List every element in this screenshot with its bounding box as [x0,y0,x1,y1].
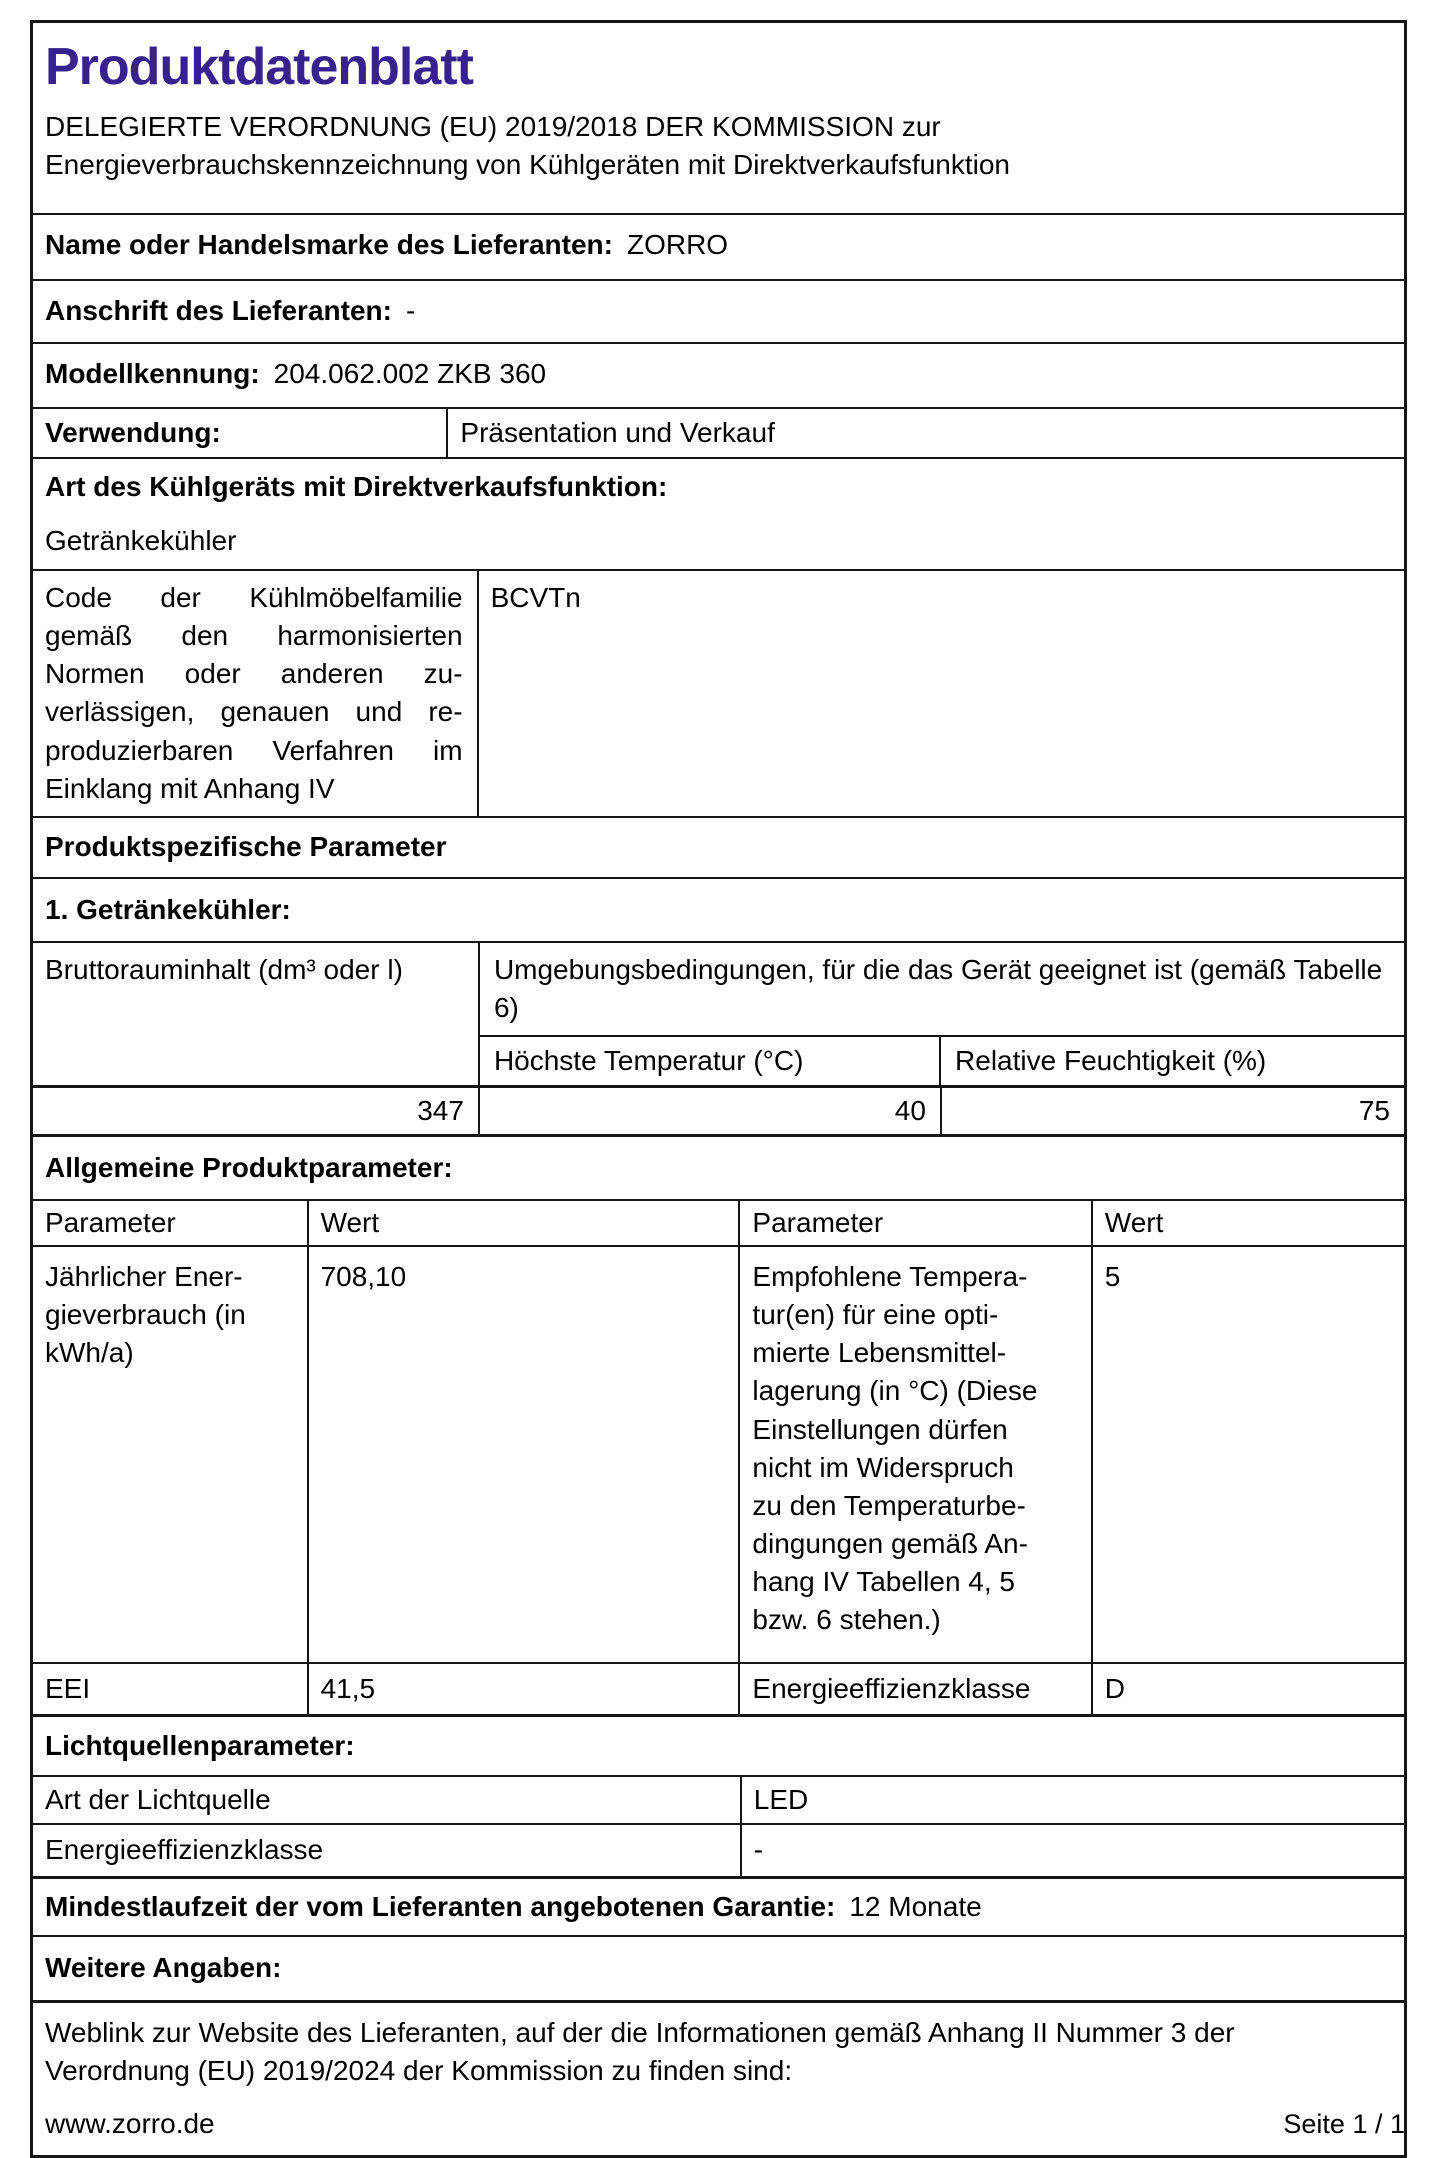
light-source-class-value: - [753,1834,764,1866]
light-source-class-row [33,1823,1404,1875]
warranty-value: 12 Monate [849,1890,982,1922]
recommended-temperature-line: dingungen gemäß An- [752,1527,1028,1559]
supplier-address-row [33,279,1404,342]
family-code-row [33,569,1404,815]
energy-class-label: Energieeffizienzklasse [740,1664,1092,1714]
gross-volume-label: Bruttorauminhalt (dm³ oder l) [33,943,480,1085]
recommended-temperature-line: lagerung (in °C) (Diese [752,1375,1038,1407]
general-table-row-energy [33,1245,1404,1662]
recommended-temperature-label [740,1247,1092,1662]
light-source-type-row [33,1775,1404,1823]
weblink-row [33,2000,1404,2155]
section-beverage-cooler: 1. Getränkekühler: [33,877,1404,941]
family-code-label-line: Code der Kühlmöbelfamilie [45,582,463,614]
section-product-specific: Produktspezifische Parameter [33,816,1404,877]
general-table-row-eei [33,1662,1404,1714]
family-code-label-line: verlässigen, genauen und re- [45,696,463,728]
section-light-source: Lichtquellenparameter: [33,1714,1404,1775]
max-temperature-value: 40 [480,1088,942,1134]
regulation-line: Energieverbrauchskennzeichnung von Kühlgeräten mit Direktverkaufsfunktion [45,149,1010,181]
ambient-conditions-label: Umgebungsbedingungen, für die das Gerät geeignet ist (gemäß Tabelle 6) [480,943,1404,1037]
family-code-label-line: Einklang mit Anhang IV [45,772,335,804]
humidity-value: 75 [1358,1095,1390,1127]
model-id-value: 204.062.002 ZKB 360 [273,358,547,389]
supplier-name-row [33,213,1404,279]
max-temperature-label: Höchste Temperatur (°C) [480,1037,941,1085]
recommended-temperature-value: 5 [1104,1261,1121,1293]
recommended-temperature-line: Einstellungen dürfen [752,1413,1008,1445]
table-header-parameter: Parameter [33,1201,309,1245]
annual-energy-label-line: Jährlicher Ener- [45,1261,243,1293]
warranty-row [33,1876,1404,1935]
recommended-temperature-line: tur(en) für eine opti- [752,1299,999,1331]
energy-class-value: D [1104,1673,1125,1705]
appliance-type-label: Art des Kühlgeräts mit Direktverkaufsfunktion: [45,471,668,503]
recommended-temperature-line: Empfohlene Tempera- [752,1261,1028,1293]
recommended-temperature-line: zu den Temperaturbe- [752,1489,1026,1521]
general-table-header [33,1199,1404,1245]
supplier-website-url: www.zorro.de [45,2107,215,2139]
regulation-subtitle [45,108,1392,184]
light-source-type-value: LED [753,1784,809,1816]
annual-energy-label [33,1247,309,1662]
recommended-temperature-line: hang IV Tabellen 4, 5 [752,1565,1016,1597]
datasheet-header [33,23,1404,213]
table-header-wert: Wert [1104,1207,1164,1239]
supplier-name-value: ZORRO [626,229,729,260]
warranty-label: Mindestlaufzeit der vom Lieferanten angebotenen Garantie: [45,1890,836,1922]
recommended-temperature-line: nicht im Widerspruch [752,1451,1014,1483]
page-number: Seite 1 / 1 [1283,2109,1405,2139]
family-code-label-line: Normen oder anderen zu- [45,658,463,690]
weblink-text-line: Weblink zur Website des Lieferanten, auf der die Informationen gemäß Anhang II Nummer 3 der [45,2016,1235,2048]
appliance-type-row [33,457,1404,569]
regulation-line: DELEGIERTE VERORDNUNG (EU) 2019/2018 DER KOMMISSION zur [45,111,941,143]
gross-volume-value: 347 [33,1088,480,1134]
annual-energy-value: 708,10 [309,1247,741,1662]
page-title: Produktdatenblatt [45,38,473,96]
model-id-row [33,342,1404,407]
humidity-label: Relative Feuchtigkeit (%) [955,1044,1267,1076]
weblink-text-line: Verordnung (EU) 2019/2024 der Kommission zu finden sind: [45,2054,793,2086]
annual-energy-label-line: kWh/a) [45,1337,134,1369]
gross-volume-row [33,941,1404,1085]
family-code-label-line: produzierbaren Verfahren im [45,734,463,766]
usage-label: Verwendung: [33,409,448,457]
family-code-value: BCVTn [490,582,581,614]
table-header-wert: Wert [309,1201,741,1245]
eei-value: 41,5 [309,1664,741,1714]
family-code-label-line: gemäß den harmonisierten [45,620,463,652]
supplier-address-label: Anschrift des Lieferanten: [45,295,392,326]
light-source-type-label: Art der Lichtquelle [33,1777,742,1823]
usage-value: Präsentation und Verkauf [460,417,775,448]
gross-volume-values-row [33,1085,1404,1134]
product-datasheet [30,20,1407,2158]
section-general-parameters: Allgemeine Produktparameter: [33,1134,1404,1199]
recommended-temperature-line: bzw. 6 stehen.) [752,1603,941,1635]
section-further-information: Weitere Angaben: [33,1935,1404,2000]
annual-energy-label-line: gieverbrauch (in [45,1299,246,1331]
appliance-type-value: Getränkekühler [45,525,237,557]
supplier-name-label: Name oder Handelsmarke des Lieferanten: [45,229,613,260]
eei-label: EEI [33,1664,309,1714]
recommended-temperature-line: mierte Lebensmittel- [752,1337,1007,1369]
family-code-label [33,571,479,815]
ambient-conditions-subheader [480,1037,1404,1085]
usage-row [33,407,1404,457]
light-source-class-label: Energieeffizienzklasse [33,1825,742,1875]
table-header-parameter: Parameter [740,1201,1092,1245]
model-id-label: Modellkennung: [45,358,260,389]
supplier-address-value: - [405,295,416,326]
ambient-conditions [480,943,1404,1085]
